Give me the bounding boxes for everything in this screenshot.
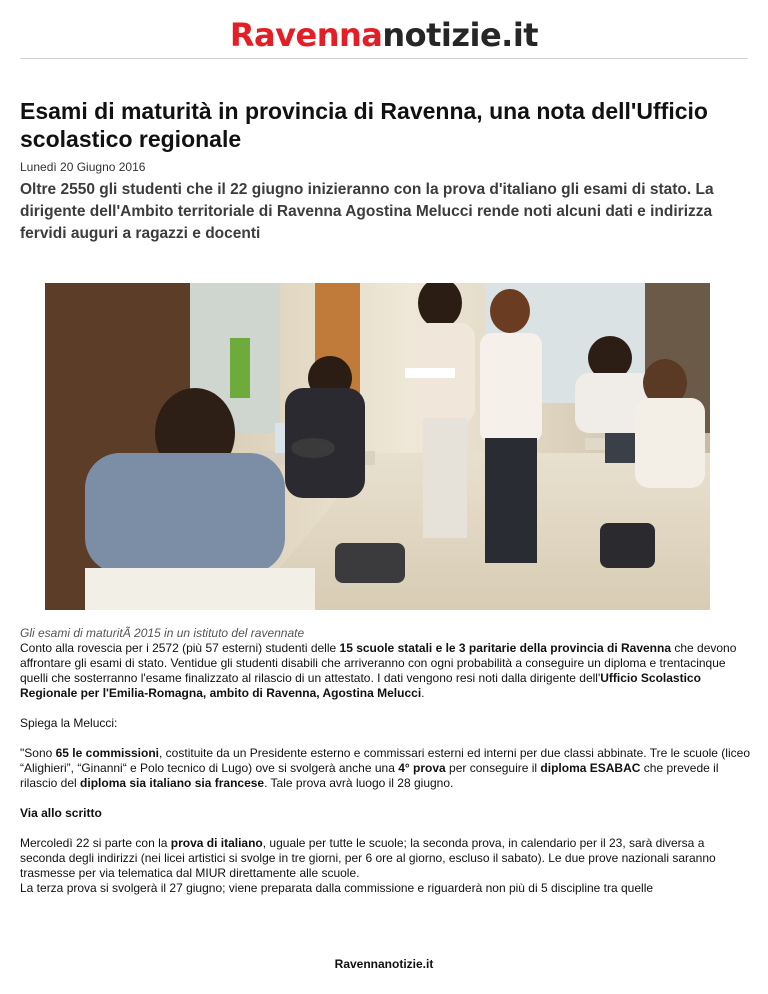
article-date: Lunedì 20 Giugno 2016	[20, 160, 146, 174]
text-span: . Tale prova avrà luogo il 28 giugno.	[264, 776, 454, 790]
text-span: Conto alla rovescia per i 2572 (più 57 esterni) studenti delle	[20, 641, 340, 655]
photo-caption: Gli esami di maturitÃ 2015 in un istituto del ravennate	[20, 626, 305, 640]
article-title: Esami di maturità in provincia di Ravenna, una nota dell'Ufficio scolastico regionale	[20, 98, 708, 152]
emphasis-text: 4° prova	[398, 761, 446, 775]
emphasis-text: diploma ESABAC	[540, 761, 641, 775]
emphasis-text: prova di italiano	[170, 836, 263, 850]
footer-site-name: Ravennanotizie.it	[334, 957, 434, 971]
section-heading-text: Via allo scritto	[20, 806, 102, 820]
body-paragraph-5	[20, 836, 750, 881]
section-heading	[20, 806, 750, 821]
text-span: che devono affrontare gli esami di stato. Ventidue gli studenti disabili che arriveranno con ogni probabilità a conseguire un diploma e trentacinque quelli che sosterranno l'esame finalizzato al rilascio di un attestato. I dati vengono resi noti dalla dirigente dell'	[20, 641, 737, 685]
text-span: , costituite da un Presidente esterno e commissari esterni ed interni per due classi abbinate. Tre le scuole (liceo “Alighieri”, “Ginanni“ e Polo tecnico di Lugo) ove si svolgerà anche una	[20, 746, 750, 775]
text-span: , uguale per tutte le scuole; la seconda prova, in calendario per il 23, sarà diversa a seconda degli indirizzi (nei licei artistici si svolge in tre giorni, per 6 ore al giorno, escluso il sabato). Le due prove nazionali saranno trasmesse per via telematica dal MIUR direttamente alle scuole.	[20, 836, 716, 880]
emphasis-text: Ufficio Scolastico Regionale per l'Emilia-Romagna, ambito di Ravenna, Agostina Melucci	[20, 671, 701, 700]
text-span: "Sono	[20, 746, 56, 760]
header-divider	[20, 58, 748, 59]
body-paragraph-1	[20, 641, 750, 701]
body-paragraph-3	[20, 746, 750, 791]
article-photo	[45, 283, 710, 610]
text-span: .	[421, 686, 425, 700]
logo-part-notizie: notizie.it	[382, 16, 539, 54]
logo-part-ravenna: Ravenna	[229, 16, 383, 54]
site-logo[interactable]	[0, 16, 768, 54]
body-paragraph-6: La terza prova si svolgerà il 27 giugno; viene preparata dalla commissione e riguarderà non più di 5 discipline tra quelle	[20, 881, 654, 895]
text-span: per conseguire il	[445, 761, 541, 775]
text-span: che prevede il rilascio del	[20, 761, 719, 790]
emphasis-text: diploma sia italiano sia francese	[80, 776, 265, 790]
emphasis-text: 65 le commissioni	[55, 746, 160, 760]
article-body	[20, 641, 750, 896]
emphasis-text: 15 scuole statali e le 3 paritarie della provincia di Ravenna	[339, 641, 672, 655]
article-subtitle: Oltre 2550 gli studenti che il 22 giugno inizieranno con la prova d'italiano gli esami di stato. La dirigente dell'Ambito territoriale di Ravenna Agostina Melucci rende noti alcuni dati e indirizza fervidi auguri a ragazzi e docenti	[20, 181, 714, 242]
text-span: Mercoledì 22 si parte con la	[20, 836, 171, 850]
body-paragraph-2: Spiega la Melucci:	[20, 716, 118, 730]
